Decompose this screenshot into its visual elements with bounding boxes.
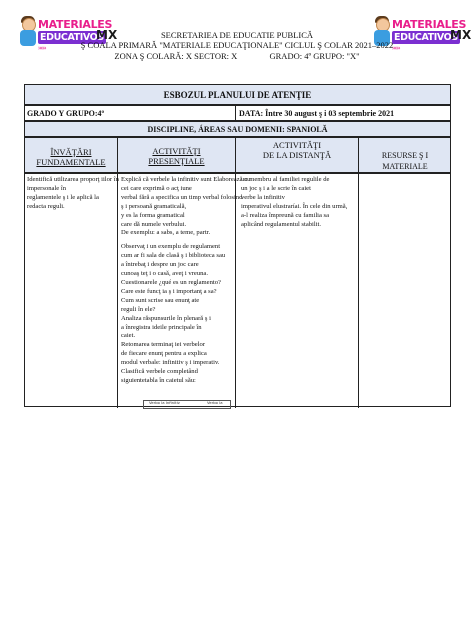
text-line: un membru al familiei regulile de: [241, 176, 330, 183]
content-row: [24, 173, 451, 407]
logo-text-line1: MATERIALES: [38, 18, 113, 31]
header-activitati-prezentiale: ACTIVITĂŢI PRESENŢIALE: [117, 138, 235, 173]
header-school: Ş COALA PRIMARĂ "MATERIALE EDUCAŢIONALE" CICLUL Ş COLAR 2021–2022: [80, 40, 394, 50]
text-line: de fiecare enunţ pentru a explica: [121, 350, 207, 358]
logo-text-line2: EDUCATIVOS: [40, 32, 104, 43]
arrows-icon: »»»: [392, 44, 400, 52]
header-invatari: ÎNVĂŢĂRI FUNDAMENTALE: [36, 147, 106, 167]
mini-table-left-header: Verbo la Infinitiv: [149, 400, 180, 405]
invatari-cell: [27, 176, 119, 212]
arrows-icon: »»»: [38, 44, 46, 52]
text-line: cunoaş teţ i o casă, aveţ i vreuna.: [121, 270, 208, 278]
grado-grupo-label: GRADO Y GRUPO:4º: [27, 109, 105, 118]
text-line: un joc ş i a le scrie în caiet: [241, 184, 311, 192]
text-line: Identifică utilizarea proporţ iilor în: [27, 176, 119, 183]
text-line: a întrebaţ i despre un joc care: [121, 261, 199, 269]
activitati-distanta-cell: [241, 176, 347, 229]
logo-text-suffix: MX: [96, 28, 118, 42]
header-zona-grado: [0, 51, 474, 61]
header-activitati-distanta: ACTIVITĂŢI DE LA DISTANŢĂ: [235, 138, 358, 173]
header-secretaria: SECRETARIEA DE EDUCATIE PUBLICĂ: [160, 30, 314, 40]
header-resurse-materiale: RESURSE Ş I MATERIALE: [358, 138, 451, 173]
text-line: cei care exprimă o acţ iune: [121, 184, 192, 192]
text-line: ş i persoană gramaticală,: [121, 202, 187, 210]
text-line: reglamentele ş i le aplică la: [27, 193, 99, 201]
text-line: reguli în ele?: [121, 305, 156, 313]
text-line: verbal fără a specifica un timp verbal folosind: [121, 193, 243, 201]
column-headers-row: [24, 137, 451, 173]
logo-text-line2: EDUCATIVOS: [394, 32, 458, 43]
text-line: a-l realiza împreună cu familia sa: [241, 211, 330, 219]
text-line: redacta reguli.: [27, 202, 65, 210]
text-line: modul verbale: infinitiv ş i imperativ.: [121, 359, 220, 367]
logo-text-line1: MATERIALES: [392, 18, 467, 31]
text-line: imperativul elustraríai. În cele din urmă,: [241, 202, 348, 210]
text-line: verbe la infinitiv: [241, 193, 285, 201]
text-line: y es la forma gramatical: [121, 211, 185, 219]
table-title: ESBOZUL PLANULUI DE ATENŢIE: [24, 84, 451, 105]
grado-data-row: [24, 105, 451, 121]
logo-text-suffix: MX: [450, 28, 472, 42]
activitati-prezentiale-cell: [121, 176, 250, 386]
text-line: Retomarea terminaţ iei verbelor: [121, 341, 206, 349]
text-line: Observaţ i un exemplu de regulament: [121, 243, 221, 251]
text-line: caiet.: [121, 332, 136, 340]
header-zona: ZONA Ş COLARĂ: X SECTOR: X: [114, 51, 238, 61]
text-line: siguientetabla în caietul său:: [121, 376, 196, 384]
text-line: Clasifică verbele completând: [121, 368, 198, 376]
text-line: Cum sunt scrise sau enunţ ate: [121, 296, 200, 304]
text-line: care dă numele verbului.: [121, 220, 187, 228]
text-line: a înregistra ideile principale în: [121, 323, 202, 331]
mini-table-right-header: Verbo la: [207, 400, 223, 405]
text-line: impersonale în: [27, 184, 67, 192]
data-label: DATA: Între 30 august ş i 03 septembrie 2021: [239, 109, 395, 118]
discipline-row: DISCIPLINE, ÁREAS SAU DOMENII: SPANIOLĂ: [24, 121, 451, 137]
text-line: Care este funcţ ia ş i importanţ a sa?: [121, 287, 217, 295]
text-line: Cuestionarele ¿qué es un reglamento?: [121, 278, 221, 286]
text-line: De exemplu: a sabs, a teme, partr.: [121, 229, 211, 237]
text-line: aplicând regulamentul stabilit.: [241, 220, 322, 228]
text-line: Explică că verbele la infinitiv sunt Elaborează cu: [121, 176, 251, 183]
text-line: cum ar fi sala de clasă ş i biblioteca sau: [121, 252, 226, 260]
text-line: Analiza răspunsurile în plenară ş i: [121, 314, 211, 322]
header-grado: GRADO: 4º GRUPO: "X": [269, 51, 360, 61]
